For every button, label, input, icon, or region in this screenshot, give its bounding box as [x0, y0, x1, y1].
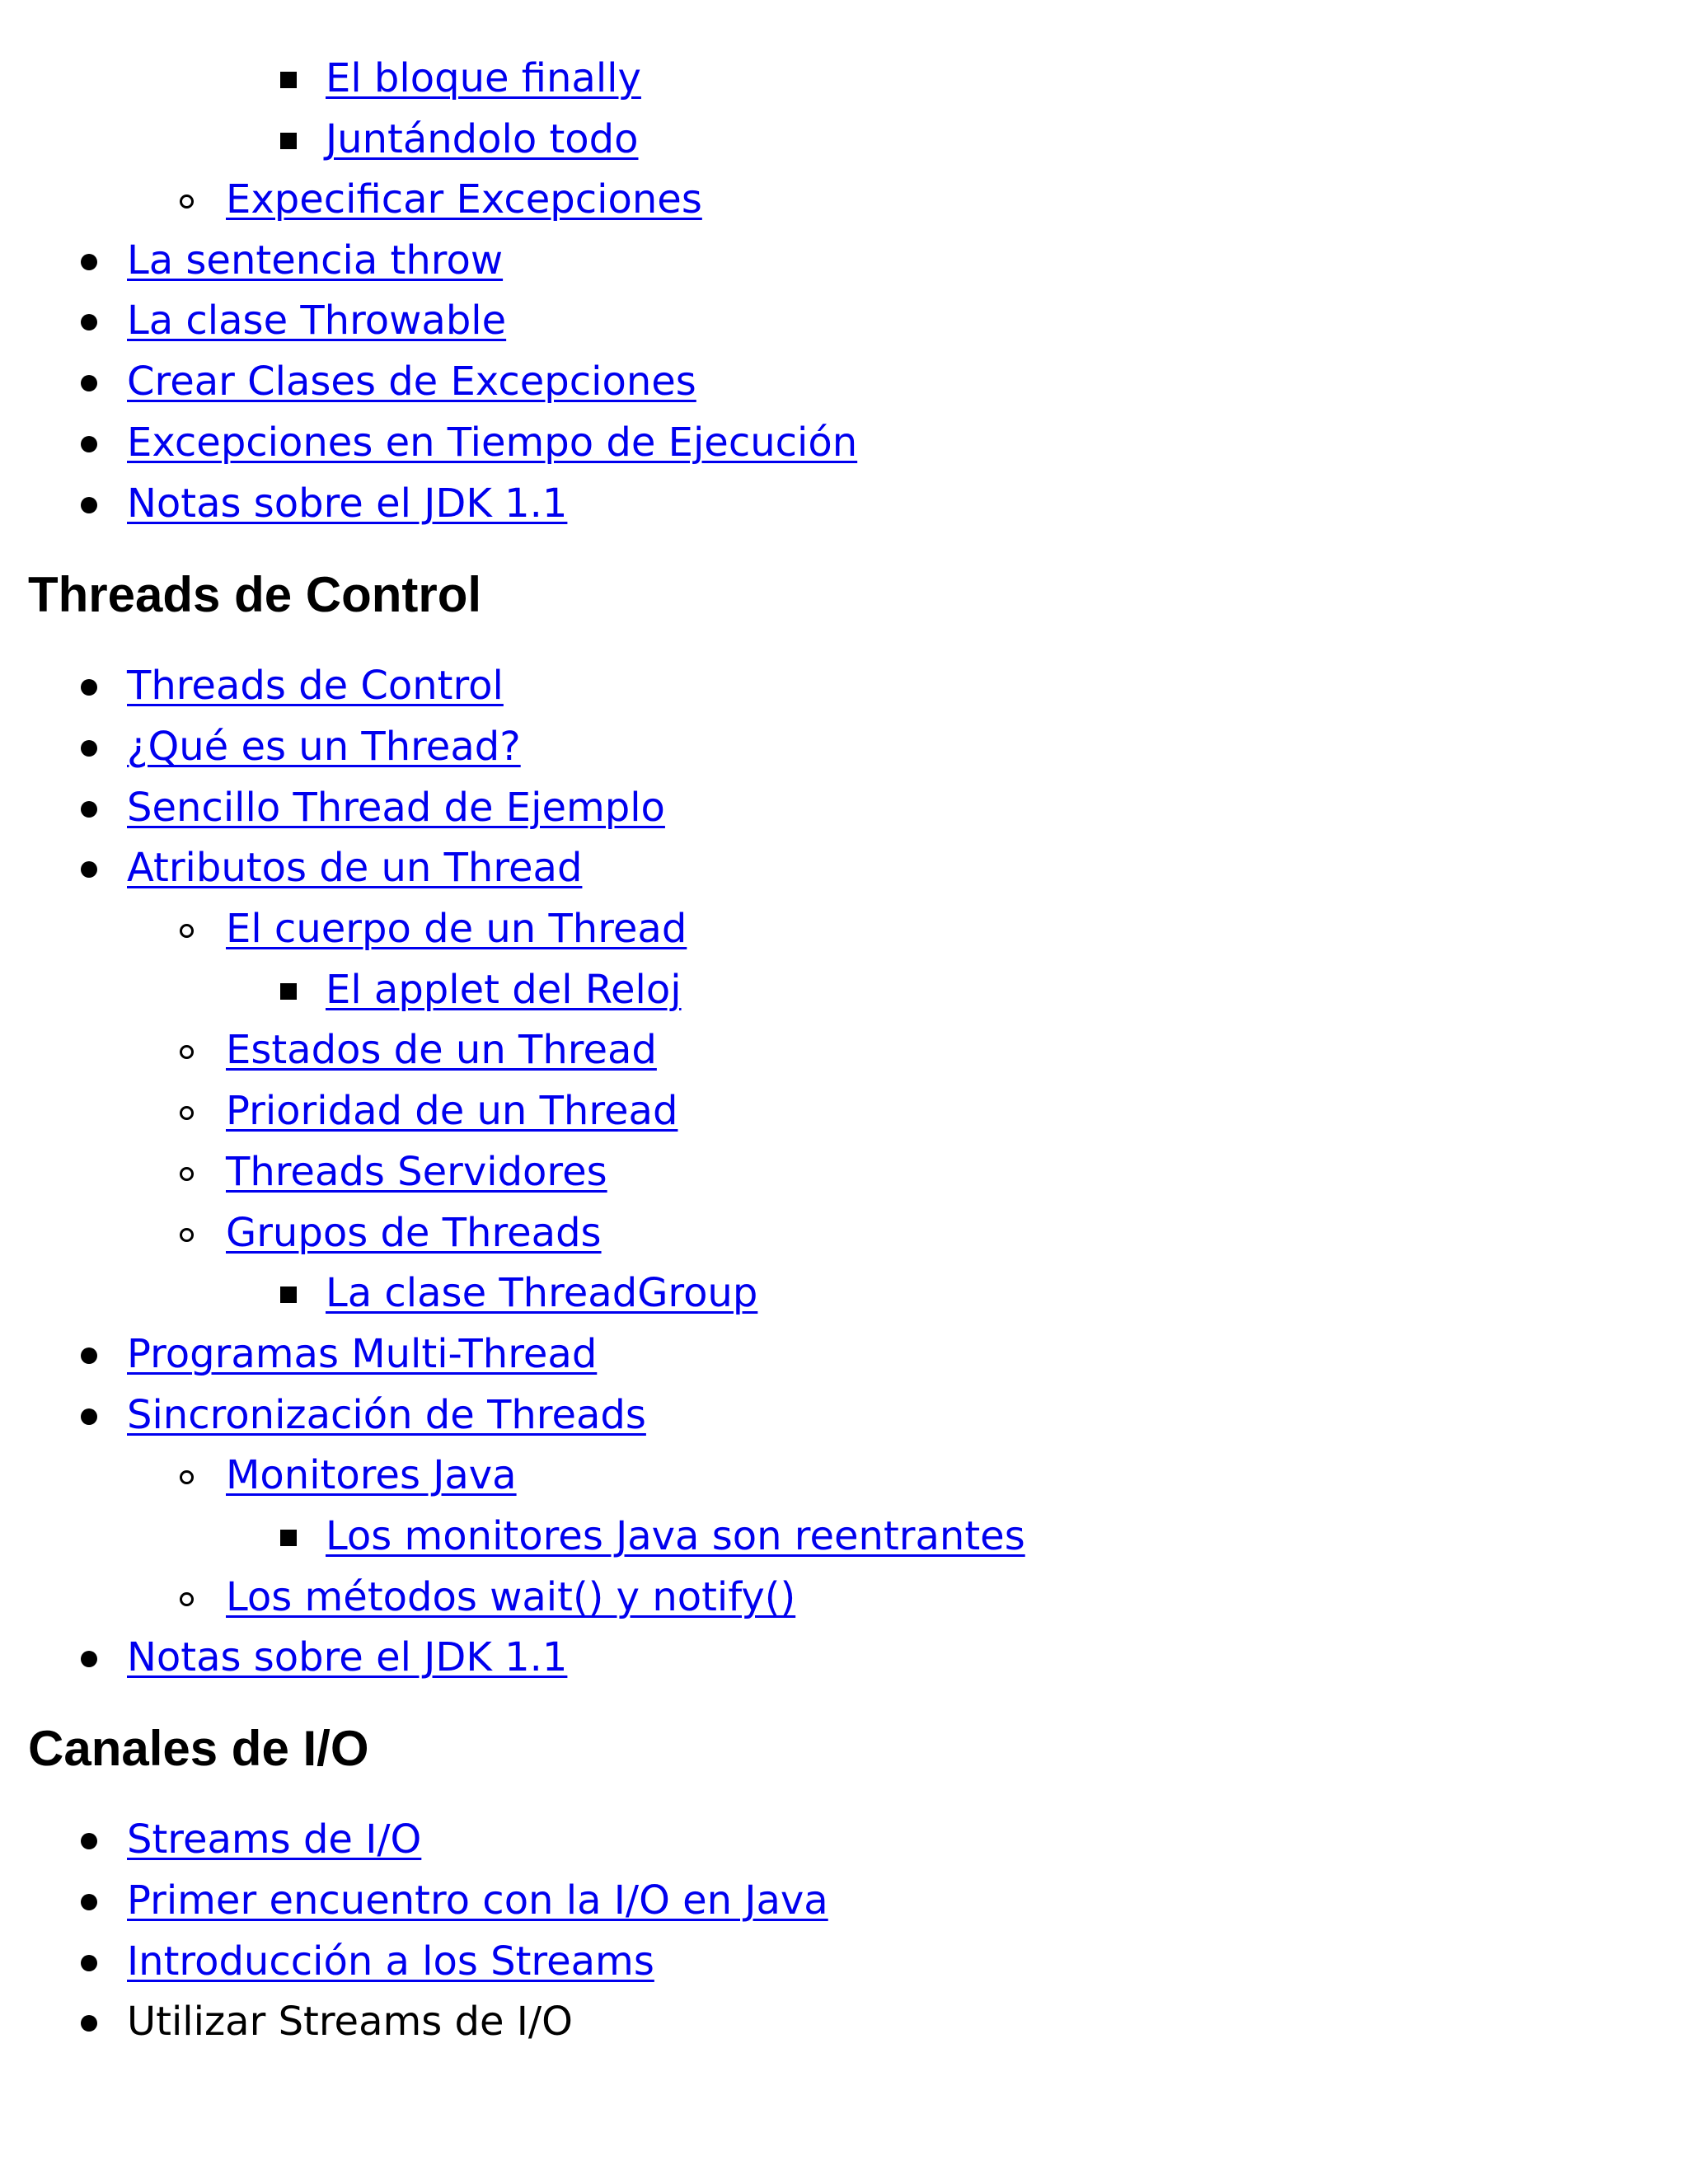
- disc-bullet-icon: [81, 356, 114, 407]
- toc-link-monitores-reentrantes[interactable]: Los monitores Java son reentrantes: [326, 1513, 1025, 1559]
- disc-bullet-icon: [81, 782, 114, 833]
- square-bullet-icon: [280, 964, 313, 1015]
- toc-link-crear-clases-de-excepciones[interactable]: Crear Clases de Excepciones: [127, 359, 696, 405]
- circle-bullet-icon: [180, 1085, 213, 1137]
- disc-bullet-icon: [81, 1814, 114, 1865]
- disc-bullet-icon: [81, 478, 114, 529]
- toc-link-sincronizacion-de-threads[interactable]: Sincronización de Threads: [127, 1392, 646, 1438]
- toc-link-la-clase-throwable[interactable]: La clase Throwable: [127, 298, 507, 344]
- circle-bullet-icon: [180, 1207, 213, 1258]
- disc-bullet-icon: [81, 1996, 114, 2047]
- toc-link-el-bloque-finally[interactable]: El bloque finally: [326, 55, 641, 101]
- disc-bullet-icon: [81, 721, 114, 772]
- toc-link-introduccion-streams[interactable]: Introducción a los Streams: [127, 1938, 654, 1985]
- disc-bullet-icon: [81, 1390, 114, 1441]
- circle-bullet-icon: [180, 1450, 213, 1501]
- toc-link-el-cuerpo-de-un-thread[interactable]: El cuerpo de un Thread: [226, 906, 687, 952]
- disc-bullet-icon: [81, 295, 114, 346]
- circle-bullet-icon: [180, 903, 213, 954]
- toc-link-primer-encuentro-io[interactable]: Primer encuentro con la I/O en Java: [127, 1877, 828, 1924]
- toc-link-la-clase-threadgroup[interactable]: La clase ThreadGroup: [326, 1270, 758, 1316]
- toc-link-la-sentencia-throw[interactable]: La sentencia throw: [127, 237, 504, 284]
- toc-link-threads-de-control[interactable]: Threads de Control: [127, 663, 504, 709]
- toc-link-streams-de-io[interactable]: Streams de I/O: [127, 1816, 422, 1863]
- toc-link-grupos-de-threads[interactable]: Grupos de Threads: [226, 1210, 602, 1256]
- toc-link-threads-servidores[interactable]: Threads Servidores: [226, 1149, 607, 1195]
- disc-bullet-icon: [81, 660, 114, 711]
- disc-bullet-icon: [81, 417, 114, 468]
- section-heading-threads: Threads de Control: [28, 567, 482, 622]
- toc-link-notas-jdk-threads[interactable]: Notas sobre el JDK 1.1: [127, 1634, 568, 1680]
- toc-link-sencillo-thread-de-ejemplo[interactable]: Sencillo Thread de Ejemplo: [127, 785, 665, 831]
- disc-bullet-icon: [81, 842, 114, 893]
- circle-bullet-icon: [180, 1572, 213, 1623]
- toc-link-programas-multi-thread[interactable]: Programas Multi-Thread: [127, 1331, 598, 1377]
- toc-link-excepciones-en-tiempo-de-ejecucion[interactable]: Excepciones en Tiempo de Ejecución: [127, 419, 858, 466]
- toc-link-que-es-un-thread[interactable]: ¿Qué es un Thread?: [127, 724, 521, 770]
- circle-bullet-icon: [180, 1146, 213, 1197]
- disc-bullet-icon: [81, 1329, 114, 1380]
- toc-link-juntandolo-todo[interactable]: Juntándolo todo: [326, 116, 639, 162]
- square-bullet-icon: [280, 1511, 313, 1562]
- disc-bullet-icon: [81, 1632, 114, 1683]
- square-bullet-icon: [280, 1268, 313, 1319]
- toc-link-atributos-de-un-thread[interactable]: Atributos de un Thread: [127, 845, 583, 891]
- toc-link-wait-notify[interactable]: Los métodos wait() y notify(): [226, 1574, 796, 1620]
- disc-bullet-icon: [81, 1936, 114, 1987]
- toc-link-expecificar-excepciones[interactable]: Expecificar Excepciones: [226, 176, 702, 223]
- toc-link-estados-de-un-thread[interactable]: Estados de un Thread: [226, 1027, 657, 1073]
- disc-bullet-icon: [81, 235, 114, 286]
- disc-bullet-icon: [81, 1875, 114, 1926]
- square-bullet-icon: [280, 114, 313, 165]
- toc-link-prioridad-de-un-thread[interactable]: Prioridad de un Thread: [226, 1088, 678, 1134]
- square-bullet-icon: [280, 53, 313, 104]
- toc-text-utilizar-streams: Utilizar Streams de I/O: [127, 1999, 573, 2045]
- section-heading-io: Canales de I/O: [28, 1721, 369, 1776]
- toc-link-monitores-java[interactable]: Monitores Java: [226, 1452, 517, 1498]
- toc-link-notas-jdk-exceptions[interactable]: Notas sobre el JDK 1.1: [127, 480, 568, 527]
- toc-link-el-applet-del-reloj[interactable]: El applet del Reloj: [326, 967, 682, 1013]
- circle-bullet-icon: [180, 1024, 213, 1076]
- circle-bullet-icon: [180, 174, 213, 225]
